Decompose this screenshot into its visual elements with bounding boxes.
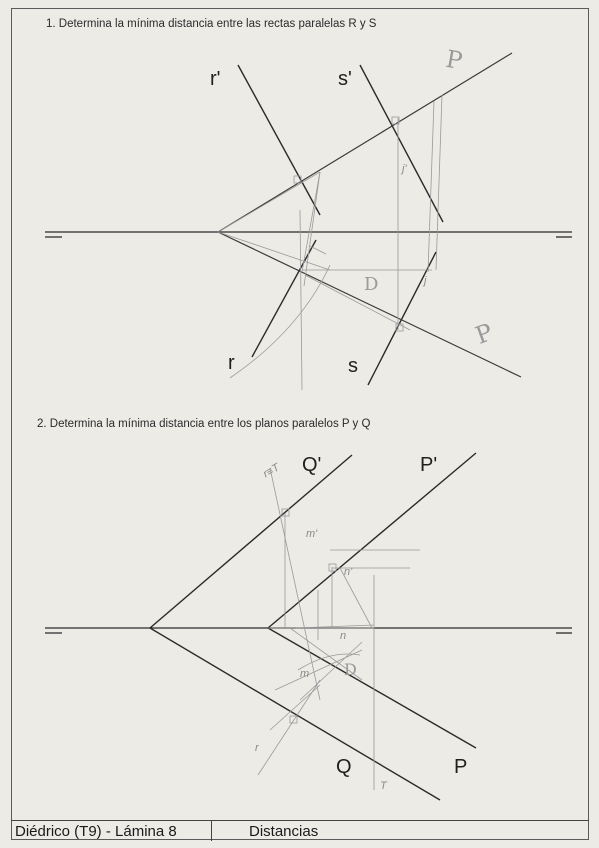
- pencil-plane-top: P: [443, 44, 465, 76]
- pencil-t: T: [380, 780, 387, 792]
- trace-p: [268, 628, 476, 748]
- pencil-j: j: [424, 275, 427, 287]
- pencil-distance-1: D: [364, 274, 379, 295]
- line-s: [368, 252, 436, 385]
- pencil-n-prime: n': [344, 566, 353, 578]
- label-s: s: [348, 355, 358, 377]
- line-r-prime: [238, 65, 320, 215]
- label-p: P: [454, 756, 468, 778]
- label-r: r: [228, 352, 235, 374]
- pencil-m-prime: m': [306, 528, 318, 540]
- label-s-prime: s': [338, 68, 352, 90]
- pencil-m: m: [300, 668, 310, 680]
- pencil-n: n: [340, 630, 347, 642]
- exercise2-drawing: [45, 453, 572, 800]
- line-r: [252, 240, 316, 357]
- course-title: Diédrico (T9) - Lámina 8: [15, 821, 212, 841]
- plane-trace-vertical: [218, 53, 512, 232]
- title-block: [11, 820, 589, 841]
- trace-q-prime: [150, 455, 352, 628]
- plane-trace-horizontal: [218, 232, 521, 377]
- trace-q: [150, 628, 440, 800]
- pencil-distance-2: D: [344, 660, 357, 679]
- label-r-prime: r': [210, 68, 221, 90]
- pencil-plane-bottom: P: [471, 318, 497, 350]
- pencil-r-t: r≡T: [261, 461, 282, 481]
- label-q-prime: Q': [302, 454, 322, 476]
- exercise1-instruction: 1. Determina la mínima distancia entre las rectas paralelas R y S: [46, 18, 377, 30]
- topic-title: Distancias: [249, 823, 319, 840]
- label-q: Q: [336, 756, 352, 778]
- exercise2-instruction: 2. Determina la mínima distancia entre los planos paralelos P y Q: [37, 418, 371, 430]
- pencil-j-prime: j': [402, 163, 407, 175]
- pencil-r: r: [255, 742, 259, 754]
- label-p-prime: P': [420, 454, 438, 476]
